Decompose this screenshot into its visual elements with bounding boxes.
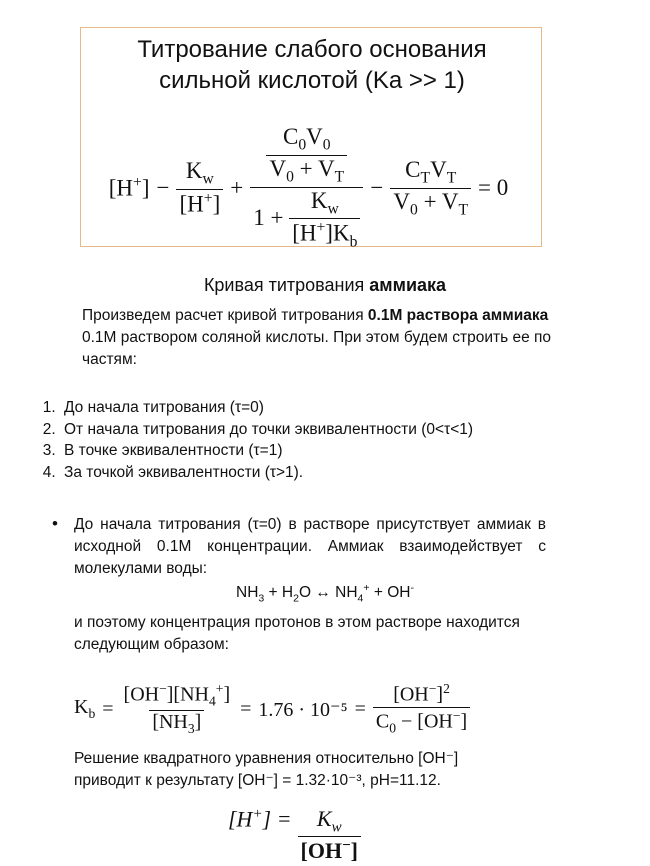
page-title	[81, 34, 543, 96]
list-item: 1. До начала титрования (τ=0)	[60, 397, 650, 419]
steps-list	[32, 397, 650, 483]
main-equation: [H+] − $\frac{K_w}{[H^+]}$ + $\frac{C_0V_0}{V_0 + V_T}$ 1 + $\frac{K_w}{[H^+]K_b}$ − $\frac{C_TV_T}{V_0 + V_T}$ = 0	[108, 124, 509, 251]
section-title-bold: аммиака	[369, 275, 447, 295]
kb-value: 1.76 · 10⁻⁵	[258, 698, 348, 721]
solution-paragraph	[74, 748, 554, 792]
intro-part-1: Произведем расчет кривой титрования	[82, 307, 368, 324]
after-reaction-text: и поэтому концентрация протонов в этом растворе находится следующим образом:	[74, 614, 520, 653]
kb-equation: $K_b$ = $\frac{[OH^-][NH_4^+]}{[NH_3]}$ = 1.76 · 10⁻⁵ = $\frac{[OH^-]^2}{C_0 - [OH^-]}$	[74, 673, 594, 745]
intro-part-2: 0.1М раствором соляной кислоты. При этом будем строить ее по частям:	[82, 329, 552, 368]
solution-line-2: приводит к результату [OH⁻] = 1.32·10⁻³, pH=11.12.	[74, 772, 441, 789]
list-item: 2. От начала титрования до точки эквивалентности (0<τ<1)	[60, 419, 650, 441]
title-box	[80, 27, 542, 251]
bullet-icon: •	[52, 514, 58, 533]
solution-line-1: Решение квадратного уравнения относительно [OH⁻]	[74, 750, 459, 767]
section-title	[0, 275, 650, 296]
list-item: 3. В точке эквивалентности (τ=1)	[60, 440, 650, 462]
title-line-2: сильной кислотой (Ka >> 1)	[159, 67, 465, 94]
title-line-1: Титрование слабого основания	[137, 36, 487, 63]
section-title-text: Кривая титрования	[203, 275, 370, 295]
intro-paragraph	[82, 305, 572, 371]
bullet-paragraph: До начала титрования (τ=0) в растворе присутствует аммиак в исходной 0.1М концентрации. Аммиак взаимодействует с молекулами воды:	[74, 516, 546, 577]
intro-bold: 0.1М раствора аммиака	[367, 307, 549, 324]
list-item: 4. За точкой эквивалентности (τ>1).	[60, 462, 650, 484]
h-equation: [H+] = $\frac{K_w}{[OH^-]}$	[228, 806, 448, 866]
reaction-equation: $NH_3 + H_2O$ ↔ $NH_4^+ + OH^-$	[236, 582, 414, 605]
